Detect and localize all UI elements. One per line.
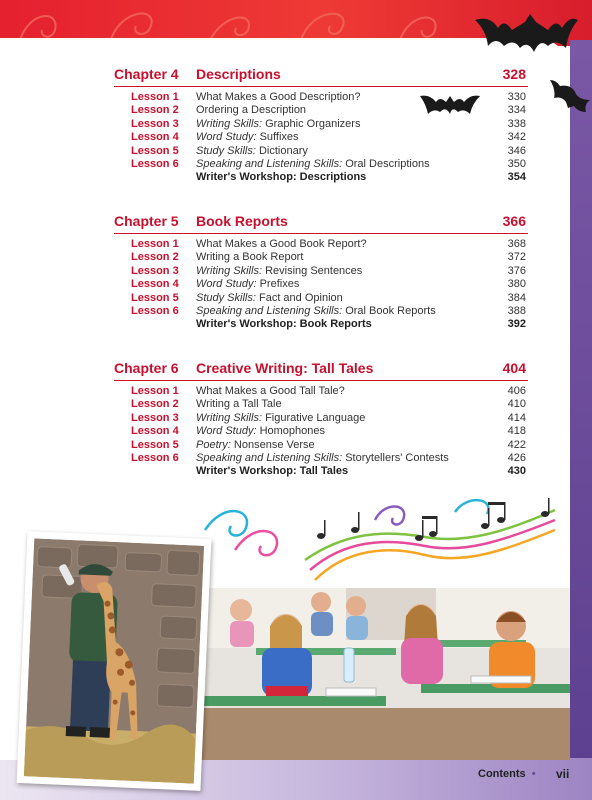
lesson-page: 338 xyxy=(507,117,526,130)
lesson-page: 422 xyxy=(507,438,526,451)
lesson-label: Lesson 2 xyxy=(131,398,179,411)
lesson-label: Lesson 1 xyxy=(131,385,179,397)
lesson-row[interactable] xyxy=(114,385,528,398)
chapter-title: Descriptions xyxy=(196,66,281,82)
chapter-4-section xyxy=(114,66,528,185)
lesson-label: Lesson 4 xyxy=(131,425,179,438)
lesson-label: Lesson 6 xyxy=(131,157,179,170)
lesson-page: 372 xyxy=(507,251,526,264)
lesson-row[interactable] xyxy=(114,158,528,171)
lesson-label: Lesson 5 xyxy=(131,438,179,451)
lesson-title: Writing Skills: Graphic Organizers xyxy=(196,117,361,130)
lesson-page: 368 xyxy=(507,238,526,250)
lesson-label: Lesson 5 xyxy=(131,144,179,157)
chapter-5-section xyxy=(114,213,528,332)
lesson-title: Writing a Book Report xyxy=(196,251,304,264)
chapter-number: Chapter 4 xyxy=(114,66,179,82)
lesson-label: Lesson 1 xyxy=(131,238,179,250)
lesson-title: What Makes a Good Book Report? xyxy=(196,238,367,250)
lesson-row[interactable] xyxy=(114,439,528,452)
lesson-label: Lesson 2 xyxy=(131,104,179,117)
lesson-row[interactable] xyxy=(114,251,528,264)
bat-icon xyxy=(546,76,592,122)
classroom-illustration xyxy=(196,588,570,760)
lesson-title: Writing a Tall Tale xyxy=(196,398,282,411)
lesson-row[interactable] xyxy=(114,118,528,131)
chapter-page: 366 xyxy=(502,213,526,229)
lesson-title: Speaking and Listening Skills: Oral Book Reports xyxy=(196,304,436,317)
writers-workshop-row[interactable] xyxy=(114,318,528,332)
lesson-page: 350 xyxy=(507,157,526,170)
chapter-6-heading[interactable] xyxy=(114,360,528,381)
lesson-page: 330 xyxy=(507,91,526,103)
giraffe-photo xyxy=(17,531,212,791)
music-notes-decoration xyxy=(195,490,580,585)
lesson-page: 426 xyxy=(507,451,526,464)
lesson-title: Ordering a Description xyxy=(196,104,307,117)
right-decorative-band xyxy=(570,40,592,800)
lesson-page: 388 xyxy=(507,304,526,317)
lesson-title: Word Study: Prefixes xyxy=(196,278,300,291)
lesson-page: 376 xyxy=(507,264,526,277)
workshop-title: Writer's Workshop: Tall Tales xyxy=(196,465,349,478)
chapter-page: 404 xyxy=(502,360,526,376)
footer-contents-label: Contents • xyxy=(478,768,536,780)
lesson-row[interactable] xyxy=(114,91,528,104)
chapter-page: 328 xyxy=(502,66,526,82)
lesson-title: Study Skills: Dictionary xyxy=(196,144,308,157)
lesson-page: 406 xyxy=(507,385,526,397)
lesson-row[interactable] xyxy=(114,305,528,318)
classroom-photo xyxy=(196,588,570,760)
lesson-row[interactable] xyxy=(114,131,528,144)
workshop-page: 392 xyxy=(507,318,526,331)
chapter-4-heading[interactable] xyxy=(114,66,528,87)
footer-page-number: vii xyxy=(556,767,570,781)
footer-separator: • xyxy=(531,768,536,780)
lesson-page: 346 xyxy=(507,144,526,157)
chapter-title: Creative Writing: Tall Tales xyxy=(196,360,374,376)
lesson-page: 334 xyxy=(507,104,526,117)
lesson-row[interactable] xyxy=(114,452,528,465)
lesson-row[interactable] xyxy=(114,265,528,278)
lesson-row[interactable] xyxy=(114,425,528,438)
lesson-label: Lesson 2 xyxy=(131,251,179,264)
workshop-title: Writer's Workshop: Descriptions xyxy=(196,171,367,184)
chapter-title: Book Reports xyxy=(196,213,288,229)
lesson-page: 380 xyxy=(507,278,526,291)
lesson-label: Lesson 4 xyxy=(131,278,179,291)
writers-workshop-row[interactable] xyxy=(114,465,528,479)
lesson-page: 410 xyxy=(507,398,526,411)
lesson-page: 342 xyxy=(507,131,526,144)
lesson-page: 418 xyxy=(507,425,526,438)
lesson-title: Word Study: Homophones xyxy=(196,425,326,438)
lesson-title: What Makes a Good Tall Tale? xyxy=(196,385,345,397)
lesson-row[interactable] xyxy=(114,278,528,291)
lesson-label: Lesson 5 xyxy=(131,291,179,304)
lesson-row[interactable] xyxy=(114,238,528,251)
lesson-label: Lesson 6 xyxy=(131,304,179,317)
workshop-title: Writer's Workshop: Book Reports xyxy=(196,318,372,331)
lesson-row[interactable] xyxy=(114,145,528,158)
lesson-title: What Makes a Good Description? xyxy=(196,91,361,103)
lesson-title: Writing Skills: Figurative Language xyxy=(196,411,366,424)
lesson-label: Lesson 6 xyxy=(131,451,179,464)
lesson-page: 414 xyxy=(507,411,526,424)
writers-workshop-row[interactable] xyxy=(114,171,528,185)
workshop-page: 354 xyxy=(507,171,526,184)
lesson-row[interactable] xyxy=(114,398,528,411)
lesson-title: Speaking and Listening Skills: Oral Descriptions xyxy=(196,157,430,170)
lesson-label: Lesson 3 xyxy=(131,264,179,277)
zookeeper-giraffe-illustration xyxy=(24,538,204,783)
lesson-page: 384 xyxy=(507,291,526,304)
chapter-5-heading[interactable] xyxy=(114,213,528,234)
lesson-title: Word Study: Suffixes xyxy=(196,131,299,144)
chapter-6-section xyxy=(114,360,528,479)
lesson-label: Lesson 1 xyxy=(131,91,179,103)
bat-icon xyxy=(470,0,580,60)
lesson-label: Lesson 3 xyxy=(131,117,179,130)
lesson-title: Poetry: Nonsense Verse xyxy=(196,438,315,451)
lesson-title: Speaking and Listening Skills: Storytellers' Contests xyxy=(196,451,449,464)
lesson-title: Writing Skills: Revising Sentences xyxy=(196,264,363,277)
chapter-number: Chapter 5 xyxy=(114,213,179,229)
chapter-number: Chapter 6 xyxy=(114,360,179,376)
lesson-row[interactable] xyxy=(114,104,528,117)
lesson-label: Lesson 4 xyxy=(131,131,179,144)
lesson-row[interactable] xyxy=(114,412,528,425)
lesson-label: Lesson 3 xyxy=(131,411,179,424)
workshop-page: 430 xyxy=(507,465,526,478)
lesson-title: Study Skills: Fact and Opinion xyxy=(196,291,343,304)
lesson-row[interactable] xyxy=(114,292,528,305)
